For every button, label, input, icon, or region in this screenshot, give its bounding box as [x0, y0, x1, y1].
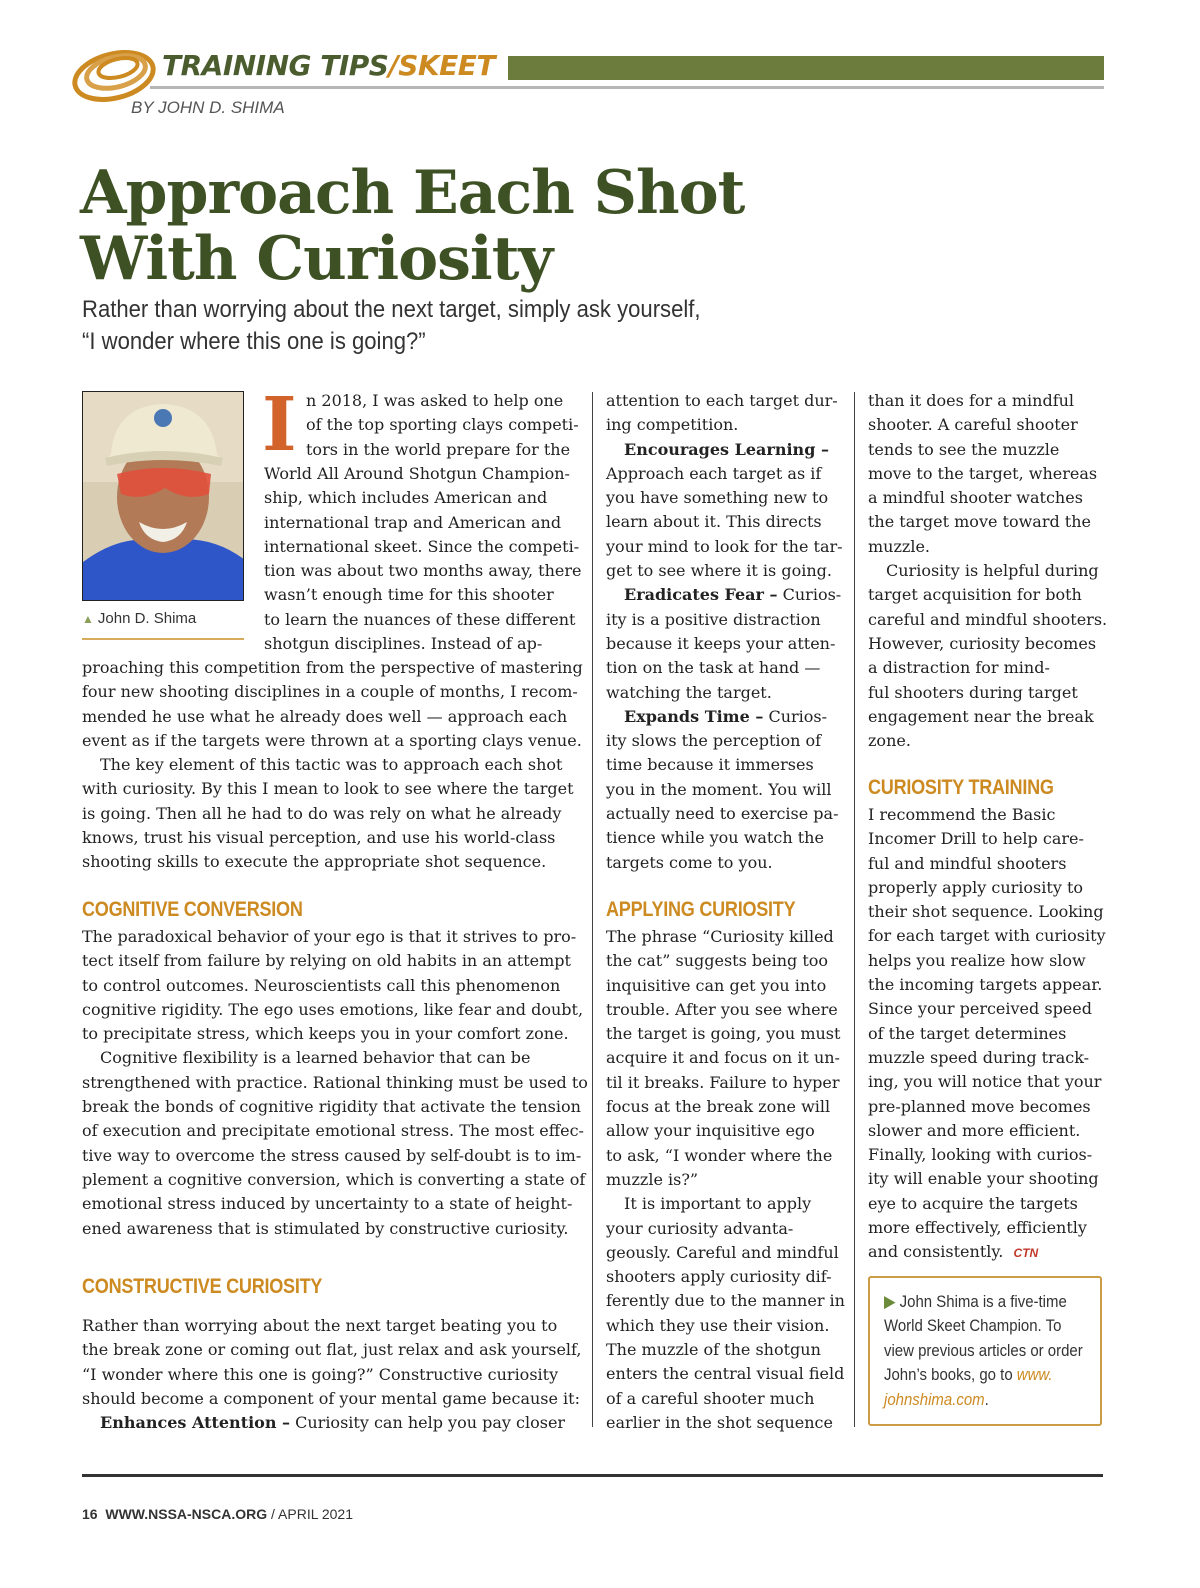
text-line: ing, you will notice that your	[868, 1072, 1102, 1092]
text-line: World All Around Shotgun Champion-	[264, 464, 570, 483]
text-line: enters the central visual field	[606, 1364, 845, 1384]
heading-cognitive-conversion: COGNITIVE CONVERSION	[82, 898, 303, 921]
section-label	[162, 46, 495, 86]
text-line: attention to each target dur-	[606, 391, 838, 410]
text-line: tion on the task at hand —	[606, 658, 821, 678]
text-line: tion was about two months away, there	[264, 561, 582, 581]
text-run: Curiosity can help you pay closer	[290, 1413, 566, 1433]
text-line: you have something new to	[606, 488, 829, 508]
text-run: Curios-	[777, 585, 842, 605]
text-line: their shot sequence. Looking	[868, 902, 1104, 922]
bio-line	[884, 1388, 1062, 1412]
text-line: geously. Careful and mindful	[606, 1242, 839, 1262]
text-line	[868, 1240, 1106, 1265]
bio-line	[884, 1290, 1067, 1314]
text-line: a mindful shooter watches	[868, 488, 1083, 508]
text-run: Curios-	[763, 706, 828, 726]
footer-rule	[82, 1474, 1103, 1477]
text-line: shooting skills to execute the appropriate shot sequence.	[82, 852, 547, 872]
text-line: Finally, looking with curios-	[868, 1145, 1093, 1165]
text-line: properly apply curiosity to	[868, 877, 1083, 897]
subsection-name: SKEET	[398, 49, 495, 82]
photo-caption	[82, 609, 196, 629]
text-line: the target move toward the	[868, 512, 1092, 532]
website-link[interactable]: johnshima.com	[884, 1389, 985, 1409]
text-line: ferently due to the manner in	[606, 1291, 845, 1311]
text-line: for each target with curiosity	[868, 926, 1106, 946]
text-line: Rather than worrying about the next target beating you to	[82, 1316, 558, 1335]
text-line: inquisitive can get you into	[606, 975, 827, 995]
author-photo	[82, 391, 244, 601]
text-line: event as if the targets were thrown at a sporting clays venue.	[82, 730, 582, 750]
text-line: of a careful shooter much	[606, 1388, 815, 1408]
title-line: Approach Each Shot	[80, 158, 745, 228]
text-line: than it does for a mindful	[868, 391, 1075, 410]
text-line: The muzzle of the shotgun	[606, 1340, 821, 1360]
caption-rule	[82, 638, 244, 640]
applying-paragraphs	[606, 925, 845, 1435]
text-line: However, curiosity becomes	[868, 633, 1097, 653]
text-line: should become a component of your mental game because it:	[82, 1388, 580, 1408]
text-line: tive way to overcome the stress caused by self-doubt is to im-	[82, 1145, 582, 1165]
website-link[interactable]: www.	[1016, 1365, 1053, 1385]
text-line: ened awareness that is stimulated by constructive curiosity.	[82, 1218, 569, 1238]
text-line: break the bonds of cognitive rigidity that activate the tension	[82, 1097, 581, 1117]
text-line: to learn the nuances of these different	[264, 609, 576, 629]
bio-line	[884, 1363, 1062, 1387]
play-arrow-icon: ▶	[884, 1292, 896, 1311]
text-line: with curiosity. By this I mean to look to see where the target	[82, 779, 574, 799]
bold-lead: Encourages Learning –	[624, 439, 829, 459]
subtitle-line: “I wonder where this one is going?”	[82, 328, 426, 355]
text-line: engagement near the break	[868, 706, 1094, 726]
training-paragraph	[868, 803, 1106, 1266]
page-number: 16	[82, 1506, 98, 1522]
caption-text: John D. Shima	[97, 610, 197, 627]
text-line: plement a cognitive conversion, which is converting a state of	[82, 1169, 586, 1189]
text-line: muzzle speed during track-	[868, 1047, 1090, 1067]
bio-line: view previous articles or order	[884, 1340, 1083, 1360]
text-line: Cognitive flexibility is a learned behavior that can be	[100, 1048, 531, 1068]
header-divider	[150, 86, 1104, 89]
text-line: zone.	[868, 731, 911, 751]
text-line: muzzle is?”	[606, 1169, 699, 1189]
column-rule	[854, 392, 855, 1427]
text-line: target acquisition for both	[868, 585, 1082, 605]
text-line: n 2018, I was asked to help one	[306, 391, 564, 410]
text-run: and consistently.	[868, 1242, 1004, 1262]
text-line: shooter. A careful shooter	[868, 415, 1078, 435]
text-line: you in the moment. You will	[606, 779, 832, 799]
text-line: wasn’t enough time for this shooter	[264, 585, 554, 605]
text-line: the target is going, you must	[606, 1024, 841, 1044]
text-line: Incomer Drill to help care-	[868, 829, 1084, 849]
text-line: shotgun disciplines. Instead of ap-	[264, 634, 543, 654]
text-line: actually need to exercise pa-	[606, 804, 839, 824]
text-line: allow your inquisitive ego	[606, 1121, 815, 1141]
text-line: proaching this competition from the perspective of mastering	[82, 658, 583, 677]
intro-narrow-b	[264, 462, 582, 656]
text-line: ful and mindful shooters	[868, 853, 1067, 873]
text-line: tience while you watch the	[606, 828, 824, 848]
text-line: Since your perceived speed	[868, 999, 1092, 1019]
heading-applying-curiosity: APPLYING CURIOSITY	[606, 898, 796, 921]
text-line: tends to see the muzzle	[868, 439, 1060, 459]
section-name: TRAINING TIPS	[162, 49, 389, 82]
footer-issue: APRIL 2021	[278, 1506, 354, 1522]
intro-wide	[82, 656, 583, 875]
text-line: muzzle.	[868, 536, 931, 556]
text-line: to ask, “I wonder where the	[606, 1145, 833, 1165]
cognitive-paragraphs	[82, 925, 588, 1241]
text-line: international skeet. Since the competi-	[264, 536, 580, 556]
text-line: The paradoxical behavior of your ego is that it strives to pro-	[82, 927, 577, 946]
text-line: “I wonder where this one is going?” Constructive curiosity	[82, 1364, 559, 1384]
text-line: get to see where it is going.	[606, 561, 832, 581]
heading-constructive-curiosity: CONSTRUCTIVE CURIOSITY	[82, 1275, 323, 1298]
text-line: mended he use what he already does well — approach each	[82, 706, 568, 726]
triangle-icon: ▲	[82, 612, 94, 626]
bio-text: John’s books, go to	[884, 1365, 1017, 1385]
text-line: the incoming targets appear.	[868, 975, 1103, 995]
text-line: slower and more efficient.	[868, 1120, 1081, 1140]
text-line	[606, 438, 843, 462]
text-line: watching the target.	[606, 682, 772, 702]
text-line: ing competition.	[606, 415, 739, 435]
text-line: time because it immerses	[606, 755, 814, 775]
text-line: learn about it. This directs	[606, 512, 822, 532]
title-line: With Curiosity	[80, 224, 553, 294]
text-line: focus at the break zone will	[606, 1097, 831, 1117]
text-line: of execution and precipitate emotional stress. The most effec-	[82, 1121, 584, 1141]
text-line: targets come to you.	[606, 852, 773, 872]
text-line: more effectively, efficiently	[868, 1218, 1087, 1238]
text-line: to control outcomes. Neuroscientists call this phenomenon	[82, 975, 561, 995]
text-line: move to the target, whereas	[868, 463, 1098, 483]
bio-line: World Skeet Champion. To	[884, 1316, 1062, 1336]
section-separator: /	[388, 49, 399, 82]
text-line: to precipitate stress, which keeps you in your comfort zone.	[82, 1024, 569, 1044]
text-line: ity is a positive distraction	[606, 609, 821, 629]
text-line: a distraction for mind-	[868, 658, 1050, 678]
column-2	[606, 389, 843, 875]
bio-text: John Shima is a five-time	[899, 1292, 1067, 1311]
header-bar	[508, 56, 1104, 80]
text-line: shooters apply curiosity dif-	[606, 1267, 832, 1287]
text-line: strengthened with practice. Rational thinking must be used to	[82, 1072, 588, 1092]
heading-curiosity-training: CURIOSITY TRAINING	[868, 776, 1054, 799]
text-line: tect itself from failure by relying on old habits in an attempt	[82, 951, 571, 971]
article-subtitle	[82, 294, 842, 358]
text-line: knows, trust his visual perception, and use his world-class	[82, 828, 556, 848]
text-line: which they use their vision.	[606, 1315, 830, 1335]
author-portrait-image	[83, 392, 244, 601]
text-line: emotional stress induced by uncertainty to a state of height-	[82, 1194, 573, 1214]
text-line: the cat” suggests being too	[606, 951, 829, 971]
text-line: the break zone or coming out flat, just relax and ask yourself,	[82, 1340, 582, 1360]
text-line: It is important to apply	[624, 1194, 812, 1214]
text-line: careful and mindful shooters.	[868, 609, 1108, 629]
page-footer	[82, 1504, 353, 1524]
text-line: helps you realize how slow	[868, 950, 1086, 970]
text-line: ful shooters during target	[868, 682, 1078, 702]
text-line: trouble. After you see where	[606, 999, 838, 1019]
clay-target-logo	[66, 40, 156, 104]
drop-cap: I	[262, 382, 297, 468]
text-line: pre-planned move becomes	[868, 1096, 1091, 1116]
text-line: til it breaks. Failure to hyper	[606, 1072, 840, 1092]
text-line: is going. Then all he had to do was rely on what he already	[82, 803, 562, 823]
bold-lead: Enhances Attention –	[100, 1413, 291, 1433]
text-line: international trap and American and	[264, 512, 562, 532]
intro-narrow-a	[306, 389, 579, 462]
text-line: acquire it and focus on it un-	[606, 1048, 840, 1068]
text-line: ity will enable your shooting	[868, 1169, 1099, 1189]
footer-separator: /	[267, 1506, 279, 1522]
column-3-top	[868, 389, 1107, 753]
text-line	[606, 583, 843, 607]
text-line: of the target determines	[868, 1023, 1067, 1043]
text-line: of the top sporting clays competi-	[306, 415, 579, 435]
text-line: your curiosity advanta-	[606, 1218, 794, 1238]
text-line: Approach each target as if	[606, 463, 822, 483]
footer-website: WWW.NSSA-NSCA.ORG	[105, 1506, 268, 1522]
text-line: cognitive rigidity. The ego uses emotions, like fear and doubt,	[82, 999, 584, 1019]
text-line: earlier in the shot sequence	[606, 1412, 833, 1432]
bold-lead: Expands Time –	[624, 706, 764, 726]
text-line: because it keeps your atten-	[606, 633, 836, 653]
column-rule	[592, 392, 593, 1427]
text-line: tors in the world prepare for the	[306, 439, 571, 459]
text-line: eye to acquire the targets	[868, 1193, 1078, 1213]
text-line: ship, which includes American and	[264, 488, 548, 508]
byline: BY JOHN D. SHIMA	[131, 98, 285, 117]
text-line: The phrase “Curiosity killed	[606, 927, 834, 946]
article-title	[80, 160, 880, 292]
text-line: I recommend the Basic	[868, 805, 1056, 824]
text-line: Curiosity is helpful during	[886, 561, 1099, 581]
text-line: ity slows the perception of	[606, 731, 822, 751]
subtitle-line: Rather than worrying about the next target, simply ask yourself,	[82, 296, 701, 323]
bio-text: .	[984, 1389, 989, 1409]
text-line: The key element of this tactic was to approach each shot	[100, 755, 563, 775]
end-mark: CTN	[1013, 1246, 1039, 1261]
text-line: your mind to look for the tar-	[606, 536, 843, 556]
author-bio-box	[868, 1276, 1102, 1426]
text-line: four new shooting disciplines in a couple of months, I recom-	[82, 682, 578, 702]
constructive-paragraph	[82, 1314, 581, 1435]
text-line	[82, 1411, 581, 1435]
bold-lead: Eradicates Fear –	[624, 585, 778, 605]
text-line	[606, 705, 843, 729]
